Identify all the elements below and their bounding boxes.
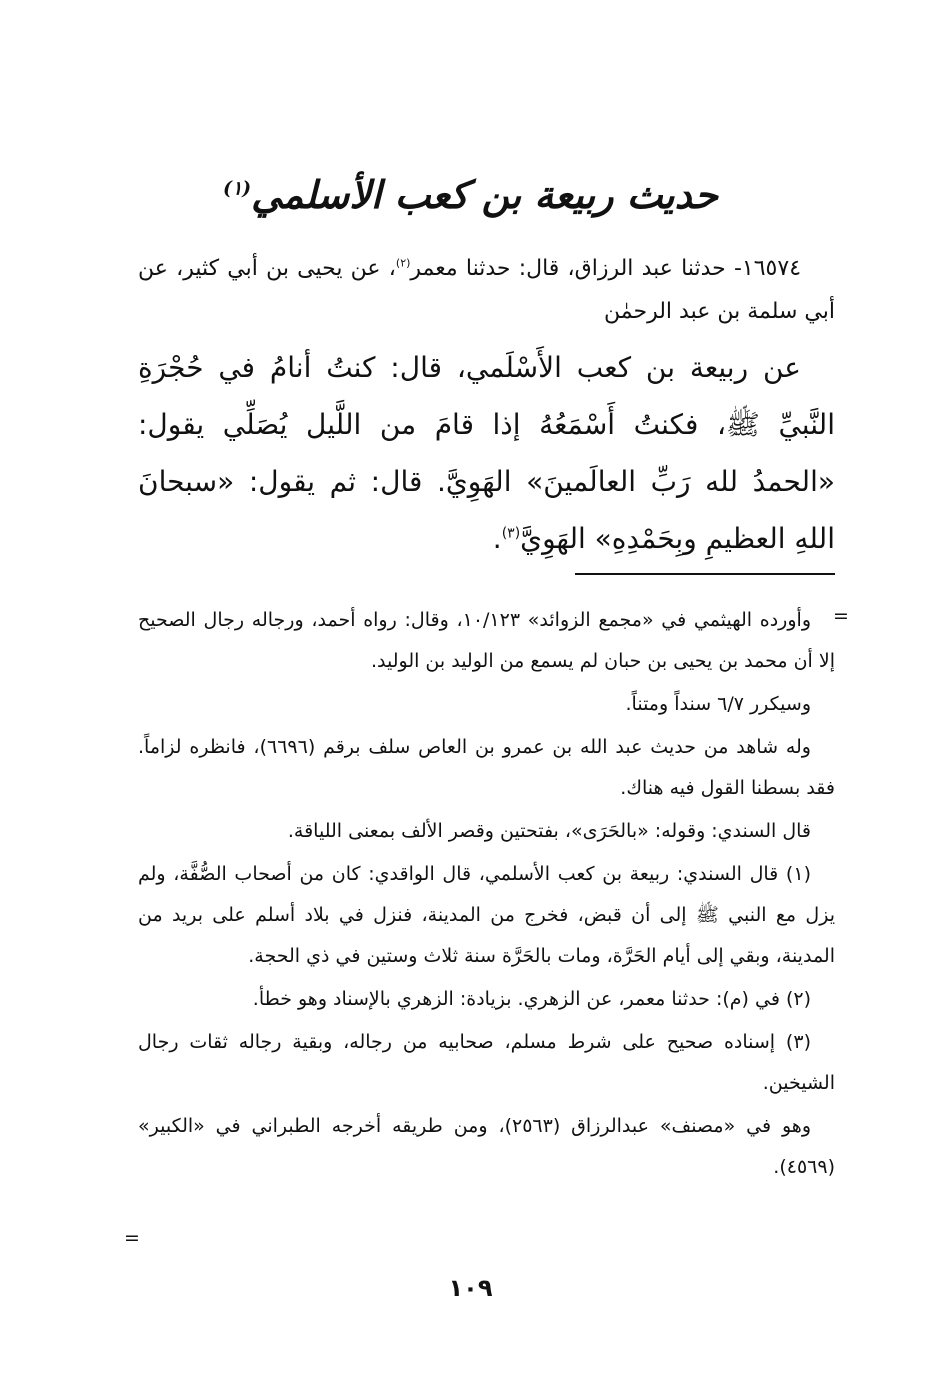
- matn-footnote-marker: (٣): [501, 525, 521, 542]
- footnote-paragraph: وأورده الهيثمي في «مجمع الزوائد» ١٠/١٢٣، وقال: رواه أحمد، ورجاله رجال الصحيح إلا أن محمد بن يحيى بن حبان لم يسمع من الوليد بن الوليد.: [138, 609, 835, 672]
- isnad-text-rest: ، عن يحيى بن أبي كثير، عن أبي سلمة بن عبد الرحمٰن: [138, 256, 835, 324]
- footnote-paragraph: وهو في «مصنف» عبدالرزاق (٢٥٦٣)، ومن طريقه أخرجه الطبراني في «الكبير» (٤٥٦٩).: [138, 1115, 835, 1178]
- title-footnote-marker: (١): [222, 177, 252, 200]
- footnote-2: (٢) في (م): حدثنا معمر، عن الزهري. بزيادة: الزهري بالإسناد وهو خطأ.: [252, 988, 811, 1010]
- continuation-mark-top: =: [833, 605, 849, 627]
- hadith-block: [138, 247, 835, 567]
- matn-text: عن ربيعة بن كعب الأَسْلَمي، قال: كنتُ أنامُ في حُجْرَةِ النَّبيِّ ﷺ، فكنتُ أَسْمَعُهُ إذا قامَ من اللَّيل يُصَلِّي يقول: «الحمدُ لله رَبِّ العالَمينَ» الهَوِيَّ. قال: ثم يقول: «سبحانَ اللهِ العظيمِ وبِحَمْدِهِ» الهَوِيَّ: [138, 351, 835, 555]
- section-title: [0, 165, 941, 225]
- footnote-3: (٣) إسناده صحيح على شرط مسلم، صحابيه من رجاله، وبقية رجاله ثقات رجال الشيخين.: [138, 1031, 835, 1094]
- isnad-text: ١٦٥٧٤- حدثنا عبد الرزاق، قال: حدثنا معمر: [410, 256, 802, 281]
- matn-end: .: [492, 522, 502, 555]
- footnote-paragraph: قال السندي: وقوله: «بالحَرَى»، بفتحتين وقصر الألف بمعنى اللياقة.: [287, 820, 811, 842]
- isnad-footnote-marker: (٢): [395, 256, 411, 270]
- footnote-separator: [575, 573, 835, 575]
- footnotes-section: [138, 600, 835, 1190]
- section-title-text: حديث ربيعة بن كعب الأسلمي: [251, 172, 719, 217]
- continuation-mark-bottom: =: [124, 1227, 140, 1249]
- hadith-matn: [138, 339, 835, 567]
- footnote-paragraph: وسيكرر ٦/٧ سنداً ومتناً.: [625, 693, 811, 715]
- footnote-paragraph: وله شاهد من حديث عبد الله بن عمرو بن العاص سلف برقم (٦٦٩٦)، فانظره لزاماً. فقد بسطنا القول فيه هناك.: [138, 736, 835, 799]
- hadith-isnad: [138, 247, 835, 333]
- footnote-1: (١) قال السندي: ربيعة بن كعب الأسلمي، قال الواقدي: كان من أصحاب الصُّفَّة، ولم يزل مع النبي ﷺ إلى أن قبض، فخرج من المدينة، فنزل في بلاد أسلم على بريد من المدينة، وبقي إلى أيام الحَرَّة، ومات بالحَرَّة سنة ثلاث وستين في ذي الحجة.: [138, 863, 835, 967]
- page-number: ١٠٩: [448, 1274, 493, 1302]
